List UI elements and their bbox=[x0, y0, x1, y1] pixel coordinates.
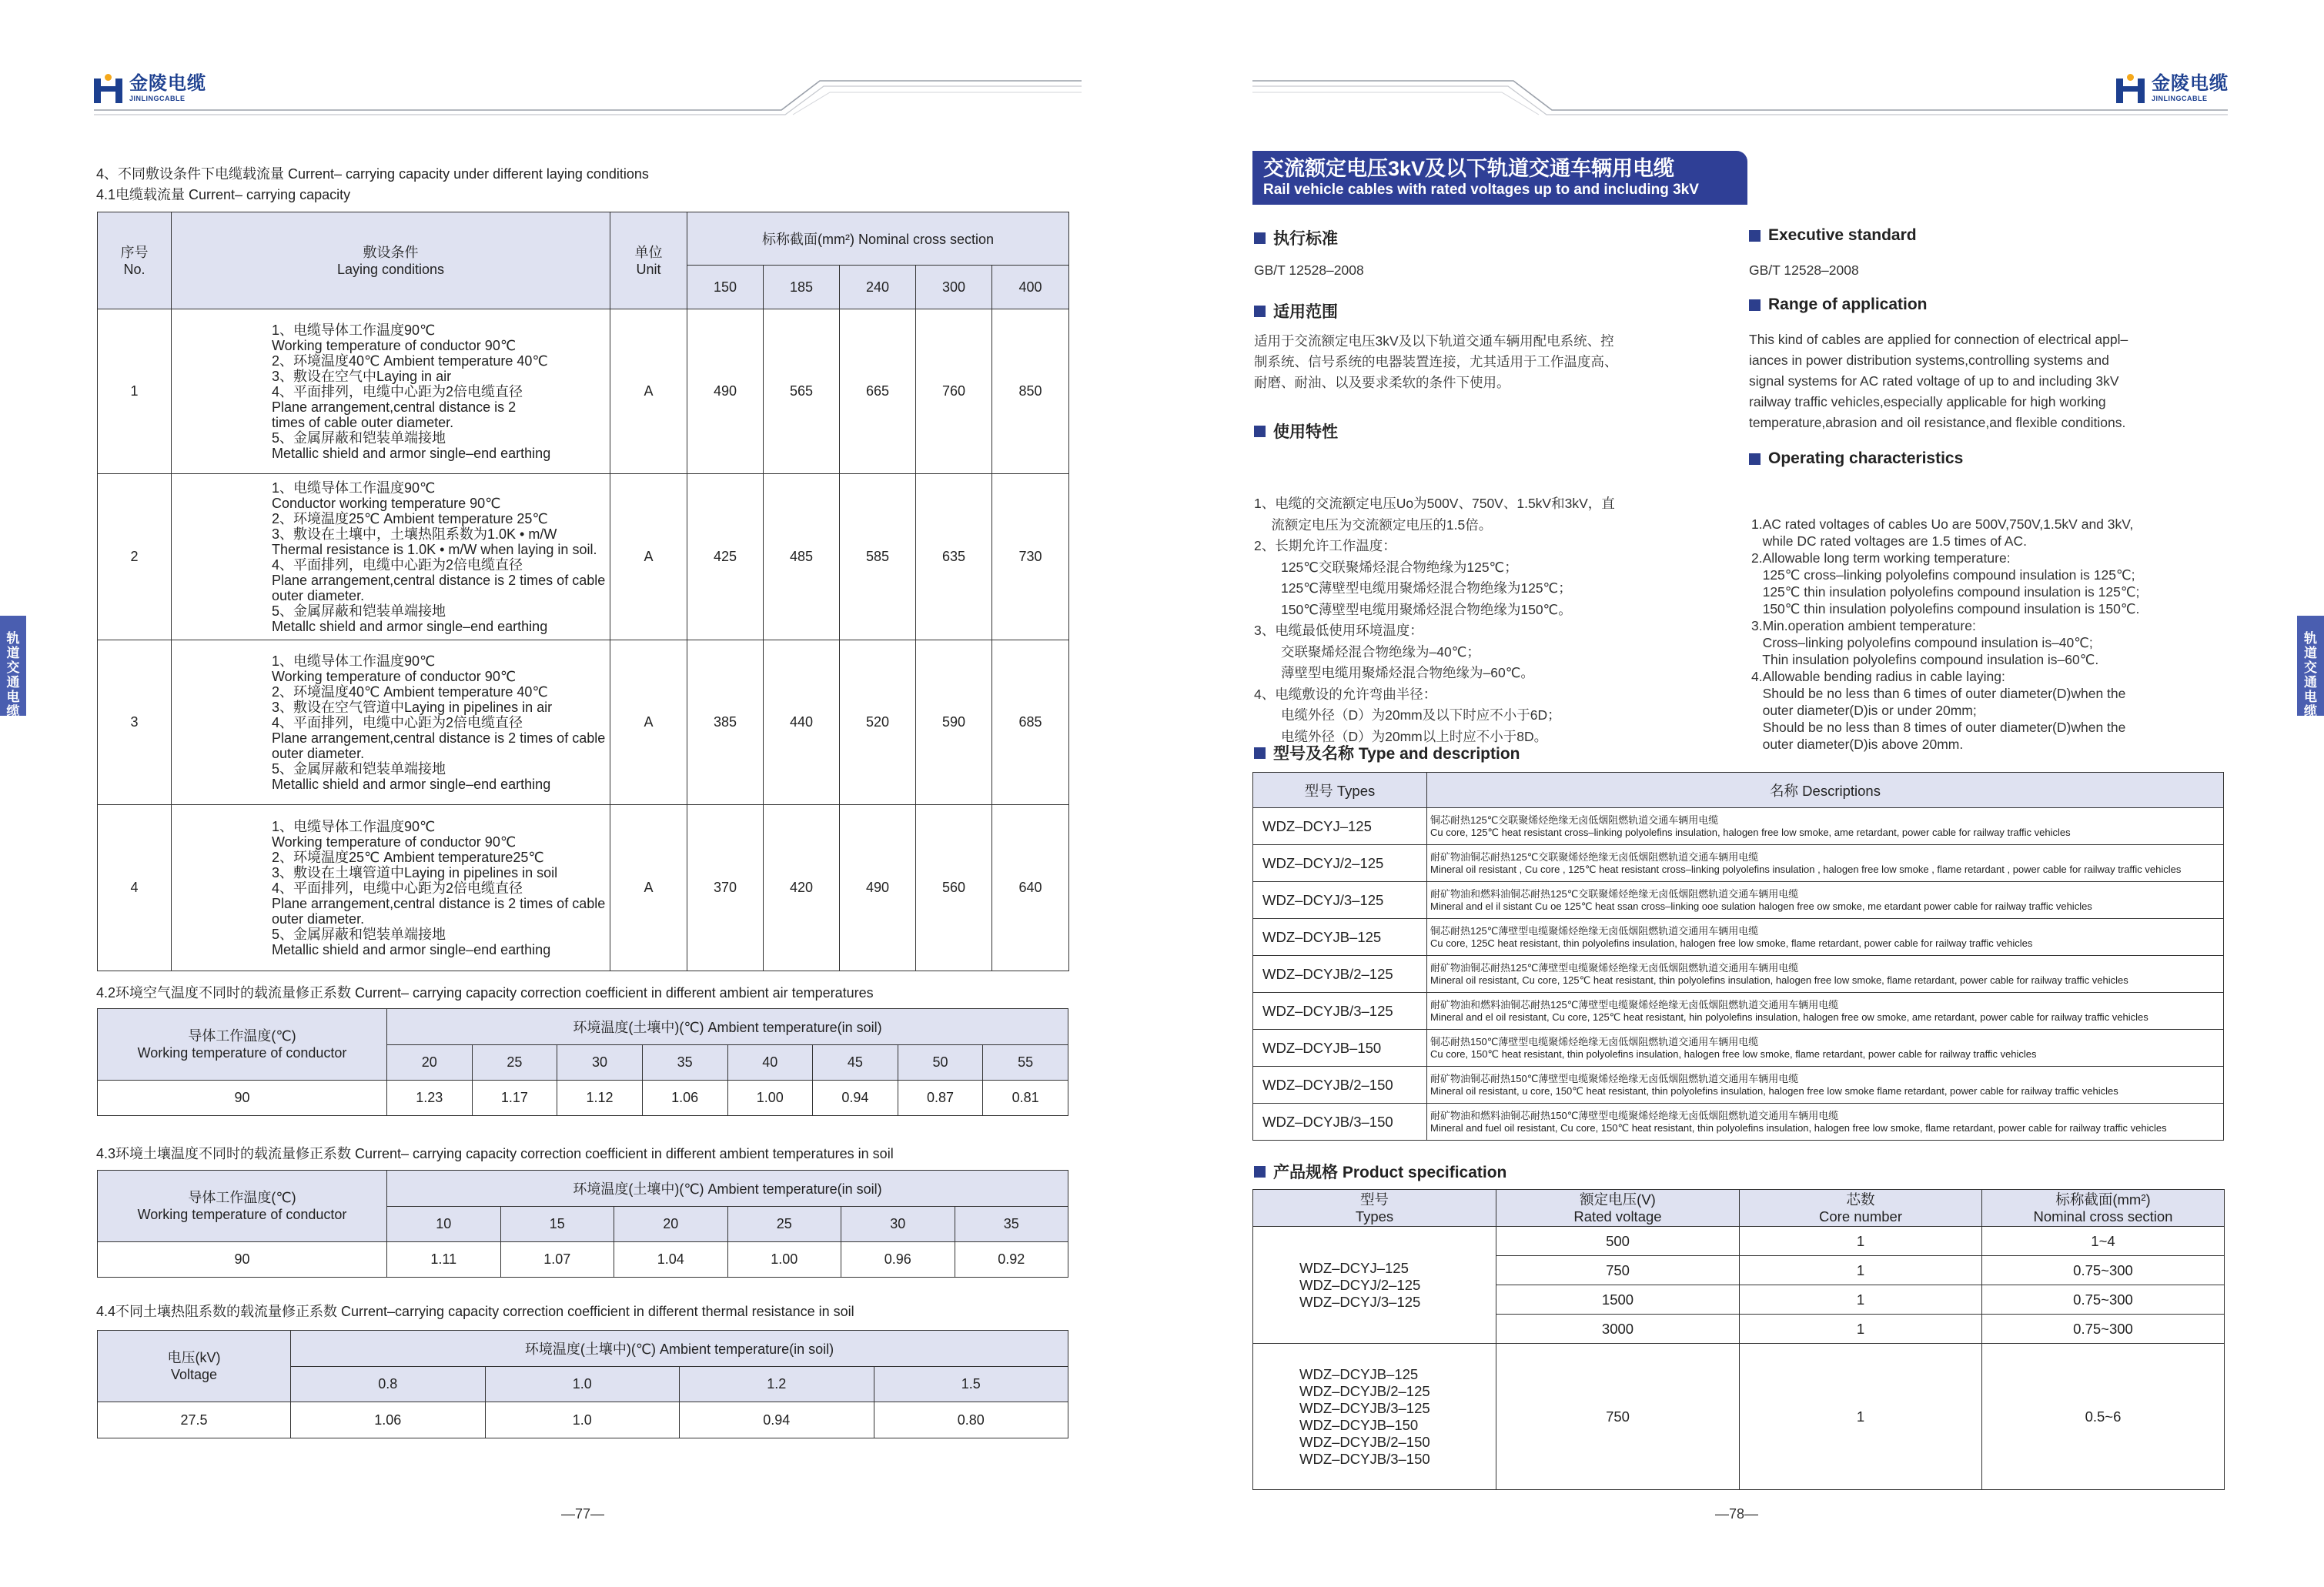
table-soil-temp-correction bbox=[97, 1170, 1068, 1278]
type-code: WDZ–DCYJB/3–125 bbox=[1253, 993, 1427, 1030]
cell-value: 1.04 bbox=[614, 1242, 728, 1278]
type-code: WDZ–DCYJB/3–150 bbox=[1253, 1104, 1427, 1141]
temp-header: 30 bbox=[841, 1207, 955, 1242]
square-bullet-icon bbox=[1254, 232, 1266, 244]
table-row bbox=[1253, 1104, 2224, 1141]
cell-value: 1.00 bbox=[727, 1081, 813, 1116]
section-240: 240 bbox=[840, 266, 916, 309]
section-4-4-title: 4.4不同土壤热阻系数的载流量修正系数 Current–carrying capacity correction coefficient in different thermal resistance in soil bbox=[96, 1304, 854, 1319]
table-row bbox=[1253, 1227, 2225, 1256]
table-product-spec bbox=[1252, 1189, 2225, 1490]
header-rule bbox=[0, 0, 1162, 131]
type-code: WDZ–DCYJ–125 bbox=[1253, 808, 1427, 845]
cell-value: 1.00 bbox=[727, 1242, 841, 1278]
square-bullet-icon bbox=[1254, 1166, 1266, 1178]
table-row bbox=[1253, 919, 2224, 956]
title-cn: 交流额定电压3kV及以下轨道交通车辆用电缆 bbox=[1263, 157, 1675, 180]
section-4-title: 4、不同敷设条件下电缆载流量 Current– carrying capacity under different laying conditions bbox=[96, 166, 649, 182]
table-row bbox=[1253, 1030, 2224, 1067]
col-header-unit: 单位 Unit bbox=[610, 212, 687, 309]
type-description: 耐矿物油铜芯耐热125℃薄壁型电缆聚烯烃绝缘无卤低烟阻燃轨道交通用车辆用电缆 Mineral oil resistant, Cu core, 125℃ heat resistant, thin polyolefins insulation, halogen free low smoke, flame retardant, power cable for railway traffic vehicles bbox=[1427, 956, 2224, 993]
type-code: WDZ–DCYJ/3–125 bbox=[1253, 882, 1427, 919]
temp-header: 50 bbox=[898, 1045, 983, 1081]
section-4-3-title: 4.3环境土壤温度不同时的载流量修正系数 Current– carrying capacity correction coefficient in different ambient temperatures in soil bbox=[96, 1146, 894, 1161]
right-page bbox=[1162, 0, 2324, 1587]
cell-voltage: 500 bbox=[1496, 1227, 1740, 1256]
type-code: WDZ–DCYJB–125 bbox=[1253, 919, 1427, 956]
table-row bbox=[98, 1402, 1068, 1438]
temp-header: 20 bbox=[387, 1045, 473, 1081]
operating-text-en: 1.AC rated voltages of cables Uo are 500V,750V,1.5kV and 3kV, while DC rated voltages are 1.5 times of AC. 2.Allowable long term working temperature: 125℃ cross–linking polyolefins compound insulation is 125℃; 125℃ thin insulation polyolefins compound insulation is 125℃; 150℃ thin insulation polyolefins compound insulation is 150℃. 3.Min.operation ambient temperature: Cross–linking polyolefins compound insulation is–40℃; Thin insulation polyolefins compound insulation is–60℃. 4.Allowable bending radius in cable laying: Should be no less than 6 times of outer diameter(D)when the outer diameter(D)is or under 20mm; Should be no less than 8 times of outer diameter(D)when the outer diameter(D)is above 20mm. bbox=[1751, 516, 2140, 752]
brand-name-cn: 金陵电缆 bbox=[2152, 73, 2229, 94]
cell-value: 440 bbox=[764, 640, 840, 805]
cell-value: 0.94 bbox=[680, 1402, 874, 1438]
heading-types: 型号及名称 Type and description bbox=[1254, 741, 1520, 764]
brand-name-en: JINLINGCABLE bbox=[2152, 95, 2208, 102]
section-300: 300 bbox=[916, 266, 992, 309]
cell-value: 1.07 bbox=[500, 1242, 614, 1278]
heading-range-cn: 适用范围 bbox=[1254, 299, 1338, 322]
table-row bbox=[98, 1242, 1068, 1278]
temp-header: 10 bbox=[387, 1207, 501, 1242]
spec-types-group-1: WDZ–DCYJ–125 WDZ–DCYJ/2–125 WDZ–DCYJ/3–125 bbox=[1253, 1227, 1496, 1344]
cell-value: 425 bbox=[687, 474, 764, 640]
type-code: WDZ–DCYJB–150 bbox=[1253, 1030, 1427, 1067]
type-description: 耐矿物油和燃料油铜芯耐热150℃薄壁型电缆聚烯烃绝缘无卤低烟阻燃轨道交通用车辆用电缆 Mineral and fuel oil resistant, Cu core, 150℃ heat resistant, thin polyolefins insulation, halogen free low smoke, flame retardant, power cable for railway traffic vehicles bbox=[1427, 1104, 2224, 1141]
section-185: 185 bbox=[764, 266, 840, 309]
table-row bbox=[98, 474, 1069, 640]
cell-section: 1~4 bbox=[1982, 1227, 2225, 1256]
standard-value-cn: GB/T 12528–2008 bbox=[1254, 262, 1364, 278]
row-no: 1 bbox=[98, 309, 172, 474]
cell-value: 560 bbox=[916, 805, 992, 971]
cell-section: 0.5~6 bbox=[1982, 1344, 2225, 1490]
square-bullet-icon bbox=[1254, 306, 1266, 317]
cell-voltage: 1500 bbox=[1496, 1285, 1740, 1315]
row-no: 2 bbox=[98, 474, 172, 640]
cell-value: 485 bbox=[764, 474, 840, 640]
side-tab-left bbox=[0, 616, 26, 719]
type-description: 铜芯耐热125℃交联聚烯烃绝缘无卤低烟阻燃轨道交通车辆用电缆 Cu core, 125℃ heat resistant cross–linking polyolefins insulation, halogen free low smoke, ame retardant, power cable for railway traffic vehicles bbox=[1427, 808, 2224, 845]
type-code: WDZ–DCYJB/2–125 bbox=[1253, 956, 1427, 993]
heading-operating-en: Operating characteristics bbox=[1749, 449, 1963, 468]
cell-cores: 1 bbox=[1740, 1285, 1982, 1315]
type-code: WDZ–DCYJ/2–125 bbox=[1253, 845, 1427, 882]
table-row bbox=[98, 1081, 1068, 1116]
table-row bbox=[1253, 993, 2224, 1030]
type-description: 铜芯耐热125℃薄壁型电缆聚烯烃绝缘无卤低烟阻燃轨道交通用车辆用电缆 Cu core, 125C heat resistant, thin polyolefins insulation, halogen free low smoke, flame retardant, power cable for railway traffic vehicles bbox=[1427, 919, 2224, 956]
col-header-section: 标称截面(mm²) Nominal cross section bbox=[1982, 1190, 2225, 1227]
cell-value: 520 bbox=[840, 640, 916, 805]
row-no: 3 bbox=[98, 640, 172, 805]
row-conditions: 1、电缆导体工作温度90℃ Working temperature of conductor 90℃ 2、环境温度40℃ Ambient temperature 40℃ 3、敷设在空气管道中Laying in pipelines in air 4、平面排列，电缆中心距为2倍电缆直径 Plane arrangement,central distance is 2 times of cable outer diameter. 5、金属屏蔽和铠装单端接地 Metallic shield and armor single–end earthing bbox=[172, 640, 610, 805]
cell-value: 665 bbox=[840, 309, 916, 474]
cell-cores: 1 bbox=[1740, 1344, 1982, 1490]
section-400: 400 bbox=[992, 266, 1069, 309]
table-thermal-resistance-correction bbox=[97, 1330, 1068, 1438]
range-text-en: This kind of cables are applied for connection of electrical appl– iances in power distribution systems,controlling systems and signal systems for AC rated voltage of up to and including 3kV railway traffic vehicles,especially applicable for high working temperature,abrasion and oil resistance,and flexible conditions. bbox=[1749, 332, 2128, 430]
temp-header: 45 bbox=[813, 1045, 898, 1081]
row-label: 90 bbox=[98, 1081, 387, 1116]
cell-value: 585 bbox=[840, 474, 916, 640]
cell-value: 0.96 bbox=[841, 1242, 955, 1278]
cell-value: 370 bbox=[687, 805, 764, 971]
col-header-descriptions: 名称 Descriptions bbox=[1427, 773, 2224, 808]
temp-header: 1.5 bbox=[874, 1367, 1068, 1402]
cell-value: 490 bbox=[687, 309, 764, 474]
side-tab-right bbox=[2297, 616, 2324, 719]
cell-voltage: 750 bbox=[1496, 1344, 1740, 1490]
section-4-1-title: 4.1电缆载流量 Current– carrying capacity bbox=[96, 187, 351, 202]
cell-value: 590 bbox=[916, 640, 992, 805]
cell-value: 385 bbox=[687, 640, 764, 805]
logo-mark-icon bbox=[2116, 74, 2147, 103]
page-number-left: —77— bbox=[561, 1506, 605, 1522]
cell-voltage: 750 bbox=[1496, 1256, 1740, 1285]
col-header-types: 型号 Types bbox=[1253, 1190, 1496, 1227]
cell-section: 0.75~300 bbox=[1982, 1285, 2225, 1315]
cell-value: 1.0 bbox=[485, 1402, 680, 1438]
col-header-voltage: 额定电压(V) Rated voltage bbox=[1496, 1190, 1740, 1227]
cell-value: 565 bbox=[764, 309, 840, 474]
cell-value: 1.11 bbox=[387, 1242, 501, 1278]
cell-section: 0.75~300 bbox=[1982, 1315, 2225, 1344]
cell-voltage: 3000 bbox=[1496, 1315, 1740, 1344]
cell-cores: 1 bbox=[1740, 1315, 1982, 1344]
row-label: 27.5 bbox=[98, 1402, 291, 1438]
cell-cores: 1 bbox=[1740, 1227, 1982, 1256]
title-banner bbox=[1252, 151, 1747, 205]
side-tab-label: 轨道交通电缆 bbox=[6, 631, 20, 719]
temp-header: 20 bbox=[614, 1207, 728, 1242]
temp-header: 35 bbox=[642, 1045, 727, 1081]
cell-value: 685 bbox=[992, 640, 1069, 805]
row-conditions: 1、电缆导体工作温度90℃ Working temperature of conductor 90℃ 2、环境温度40℃ Ambient temperature 40℃ 3、敷设在空气中Laying in air 4、平面排列，电缆中心距为2倍电缆直径 Plane arrangement,central distance is 2 times of cable outer diameter. 5、金属屏蔽和铠装单端接地 Metallic shield and armor single–end earthing bbox=[172, 309, 610, 474]
row-conditions: 1、电缆导体工作温度90℃ Conductor working temperature 90℃ 2、环境温度25℃ Ambient temperature 25℃ 3、敷设在土壤中，土壤热阻系数为1.0K • m/W Thermal resistance is 1.0K • m/W when laying in soil. 4、平面排列，电缆中心距为2倍电缆直径 Plane arrangement,central distance is 2 times of cable outer diameter. 5、金属屏蔽和铠装单端接地 Metallc shield and armor single–end earthing bbox=[172, 474, 610, 640]
cell-value: 850 bbox=[992, 309, 1069, 474]
table-row bbox=[98, 805, 1069, 971]
cell-value: 1.06 bbox=[642, 1081, 727, 1116]
table-row bbox=[1253, 808, 2224, 845]
square-bullet-icon bbox=[1749, 230, 1761, 242]
col-header-voltage: 电压(kV) Voltage bbox=[98, 1331, 291, 1402]
col-header-conductor-temp: 导体工作温度(℃) Working temperature of conductor bbox=[98, 1171, 387, 1242]
cell-section: 0.75~300 bbox=[1982, 1256, 2225, 1285]
temp-header: 25 bbox=[727, 1207, 841, 1242]
col-header-cores: 芯数 Core number bbox=[1740, 1190, 1982, 1227]
cell-value: 1.12 bbox=[557, 1081, 643, 1116]
temp-header: 1.0 bbox=[485, 1367, 680, 1402]
type-code: WDZ–DCYJB/2–150 bbox=[1253, 1067, 1427, 1104]
cell-value: 420 bbox=[764, 805, 840, 971]
table-current-capacity bbox=[97, 212, 1069, 971]
standard-value-en: GB/T 12528–2008 bbox=[1749, 262, 1859, 278]
brand-name-cn: 金陵电缆 bbox=[129, 73, 206, 94]
row-no: 4 bbox=[98, 805, 172, 971]
cell-value: 0.81 bbox=[983, 1081, 1068, 1116]
cell-value: 640 bbox=[992, 805, 1069, 971]
col-header-types: 型号 Types bbox=[1253, 773, 1427, 808]
table-row bbox=[1253, 956, 2224, 993]
heading-operating-cn: 使用特性 bbox=[1254, 419, 1338, 443]
cell-value: 0.87 bbox=[898, 1081, 983, 1116]
col-header-ambient: 环境温度(土壤中)(℃) Ambient temperature(in soil) bbox=[387, 1009, 1068, 1045]
row-label: 90 bbox=[98, 1242, 387, 1278]
table-row bbox=[1253, 882, 2224, 919]
spec-types-group-2: WDZ–DCYJB–125 WDZ–DCYJB/2–125 WDZ–DCYJB/3–125 WDZ–DCYJB–150 WDZ–DCYJB/2–150 WDZ–DCYJB/3–150 bbox=[1253, 1344, 1496, 1490]
cell-value: 0.94 bbox=[813, 1081, 898, 1116]
col-header-ambient: 环境温度(土壤中)(℃) Ambient temperature(in soil) bbox=[291, 1331, 1068, 1367]
col-header-no: 序号 No. bbox=[98, 212, 172, 309]
temp-header: 55 bbox=[983, 1045, 1068, 1081]
cell-cores: 1 bbox=[1740, 1256, 1982, 1285]
table-row bbox=[98, 309, 1069, 474]
table-row bbox=[1253, 1067, 2224, 1104]
heading-spec: 产品规格 Product specification bbox=[1254, 1160, 1506, 1183]
heading-standard-en: Executive standard bbox=[1749, 226, 1917, 245]
range-text-cn: 适用于交流额定电压3kV及以下轨道交通车辆用配电系统、控 制系统、信号系统的电器装置连接，尤其适用于工作温度高、 耐磨、耐油、以及要求柔软的条件下使用。 bbox=[1254, 333, 1618, 390]
title-en: Rail vehicle cables with rated voltages up to and including 3kV bbox=[1263, 182, 1699, 198]
cell-value: 0.80 bbox=[874, 1402, 1068, 1438]
table-types bbox=[1252, 772, 2224, 1141]
table-row bbox=[1253, 845, 2224, 882]
row-unit: A bbox=[610, 805, 687, 971]
temp-header: 35 bbox=[955, 1207, 1068, 1242]
section-150: 150 bbox=[687, 266, 764, 309]
temp-header: 40 bbox=[727, 1045, 813, 1081]
type-description: 铜芯耐热150℃薄壁型电缆聚烯烃绝缘无卤低烟阻燃轨道交通用车辆用电缆 Cu core, 150℃ heat resistant, thin polyolefins insulation, halogen free low smoke, flame retardant, power cable for railway traffic vehicles bbox=[1427, 1030, 2224, 1067]
cell-value: 635 bbox=[916, 474, 992, 640]
col-header-conditions: 敷设条件 Laying conditions bbox=[172, 212, 610, 309]
cell-value: 1.23 bbox=[387, 1081, 473, 1116]
square-bullet-icon bbox=[1749, 453, 1761, 465]
row-unit: A bbox=[610, 309, 687, 474]
cell-value: 1.17 bbox=[472, 1081, 557, 1116]
temp-header: 30 bbox=[557, 1045, 643, 1081]
temp-header: 0.8 bbox=[291, 1367, 486, 1402]
page-number-right: —78— bbox=[1715, 1506, 1759, 1522]
table-air-temp-correction bbox=[97, 1008, 1068, 1116]
col-header-conductor-temp: 导体工作温度(℃) Working temperature of conductor bbox=[98, 1009, 387, 1081]
table-row bbox=[98, 640, 1069, 805]
cell-value: 0.92 bbox=[955, 1242, 1068, 1278]
cell-value: 1.06 bbox=[291, 1402, 486, 1438]
heading-standard-cn: 执行标准 bbox=[1254, 226, 1338, 249]
row-unit: A bbox=[610, 640, 687, 805]
temp-header: 15 bbox=[500, 1207, 614, 1242]
section-4-2-title: 4.2环境空气温度不同时的载流量修正系数 Current– carrying capacity correction coefficient in different ambient air temperatures bbox=[96, 985, 874, 1001]
square-bullet-icon bbox=[1254, 426, 1266, 437]
heading-range-en: Range of application bbox=[1749, 296, 1928, 314]
temp-header: 25 bbox=[472, 1045, 557, 1081]
col-header-section: 标称截面(mm²) Nominal cross section bbox=[687, 212, 1069, 266]
cell-value: 490 bbox=[840, 805, 916, 971]
table-row bbox=[1253, 1344, 2225, 1490]
cell-value: 730 bbox=[992, 474, 1069, 640]
header-rule bbox=[1162, 0, 2324, 131]
type-description: 耐矿物油和燃料油铜芯耐热125℃交联聚烯烃绝缘无卤低烟阻燃轨道交通车辆用电缆 Mineral and el il sistant Cu oe 125℃ heat ssan cross–linking ooe sulation halogen free ow smoke, me etardant power cable for railway traffic vehicles bbox=[1427, 882, 2224, 919]
operating-text-cn: 1、电缆的交流额定电压Uo为500V、750V、1.5kV和3kV，直 流额定电压为交流额定电压的1.5倍。 2、长期允许工作温度： 125℃交联聚烯烃混合物绝缘为125℃； 125℃薄壁型电缆用聚烯烃混合物绝缘为125℃； 150℃薄壁型电缆用聚烯烃混合物绝缘为150℃。 3、电缆最低使用环境温度： 交联聚烯烃混合物绝缘为–40℃； 薄壁型电缆用聚烯烃混合物绝缘为–60℃。 4、电缆敷设的允许弯曲半径： 电缆外径（D）为20mm及以下时应不小于6D； 电缆外径（D）为20mm以上时应不小于8D。 bbox=[1254, 496, 1615, 744]
square-bullet-icon bbox=[1749, 299, 1761, 311]
row-conditions: 1、电缆导体工作温度90℃ Working temperature of conductor 90℃ 2、环境温度25℃ Ambient temperature25℃ 3、敷设在土壤管道中Laying in pipelines in soil 4、平面排列，电缆中心距为2倍电缆直径 Plane arrangement,central distance is 2 times of cable outer diameter. 5、金属屏蔽和铠装单端接地 Metallic shield and armor single–end earthing bbox=[172, 805, 610, 971]
brand-name-en: JINLINGCABLE bbox=[129, 95, 186, 102]
col-header-ambient: 环境温度(土壤中)(℃) Ambient temperature(in soil) bbox=[387, 1171, 1068, 1207]
type-description: 耐矿物油铜芯耐热125℃交联聚烯烃绝缘无卤低烟阻燃轨道交通车辆用电缆 Mineral oil resistant , Cu core , 125℃ heat resistant cross–linking polyolefins insulation , halogen free low smoke , flame retardant , power cable for railway traffic vehicles bbox=[1427, 845, 2224, 882]
temp-header: 1.2 bbox=[680, 1367, 874, 1402]
cell-value: 760 bbox=[916, 309, 992, 474]
square-bullet-icon bbox=[1254, 747, 1266, 759]
row-unit: A bbox=[610, 474, 687, 640]
type-description: 耐矿物油和燃料油铜芯耐热125℃薄壁型电缆聚烯烃绝缘无卤低烟阻燃轨道交通用车辆用电缆 Mineral and el oil resistant, Cu core, 125℃ heat resistant, hin polyolefins insulation, halogen free ow smoke, ame retardant, power cable for railway traffic vehicles bbox=[1427, 993, 2224, 1030]
brand-logo bbox=[2116, 74, 2229, 103]
side-tab-label: 轨道交通电缆 bbox=[2304, 631, 2317, 719]
type-description: 耐矿物油铜芯耐热150℃薄壁型电缆聚烯烃绝缘无卤低烟阻燃轨道交通用车辆用电缆 Mineral oil resistant, u core, 150℃ heat resistant, thin polyolefins insulation, halogen free low smoke flame retardant, power cable for railway traffic vehicles bbox=[1427, 1067, 2224, 1104]
